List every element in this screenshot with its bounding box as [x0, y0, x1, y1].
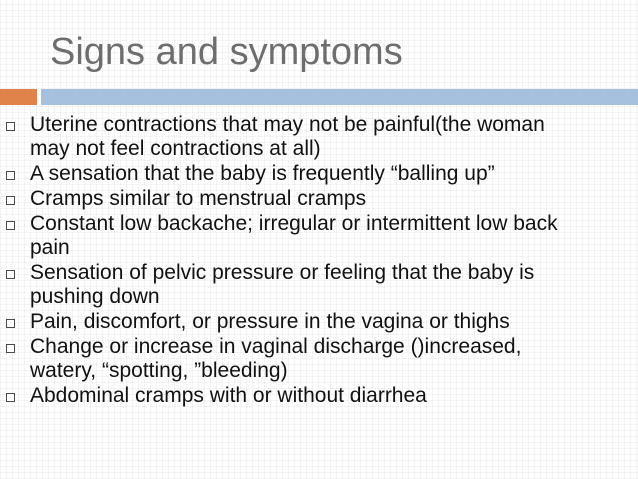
square-bullet-icon — [6, 270, 15, 279]
bullet-item-backache — [0, 212, 638, 260]
bullet-line: Uterine contractions that may not be painful(the woman — [30, 113, 545, 136]
bullet-line: A sensation that the baby is frequently “balling up” — [30, 162, 495, 185]
square-bullet-icon — [6, 196, 15, 205]
bullet-line: Change or increase in vaginal discharge ()increased, — [30, 335, 522, 358]
bullet-item-discharge — [0, 335, 638, 383]
bullet-list — [0, 113, 638, 409]
bullet-item-abdominal-cramps — [0, 384, 638, 408]
bullet-item-balling-up — [0, 162, 638, 186]
bullet-item-pelvic-pressure — [0, 261, 638, 309]
bullet-line: may not feel contractions at all) — [30, 137, 321, 160]
bullet-item-cramps — [0, 187, 638, 211]
bullet-line: watery, “spotting, ”bleeding) — [30, 359, 288, 382]
bullet-line: Constant low backache; irregular or intermittent low back — [30, 212, 558, 235]
bullet-line: pain — [30, 236, 70, 259]
bullet-item-vaginal-pain — [0, 310, 638, 334]
square-bullet-icon — [6, 122, 15, 131]
accent-bar-blue — [41, 89, 638, 105]
bullet-line: Abdominal cramps with or without diarrhea — [30, 384, 427, 407]
square-bullet-icon — [6, 171, 15, 180]
bullet-line: Cramps similar to menstrual cramps — [30, 187, 367, 210]
bullet-line: Sensation of pelvic pressure or feeling that the baby is — [30, 261, 535, 284]
slide-title: Signs and symptoms — [50, 31, 403, 73]
bullet-item-contractions — [0, 113, 638, 161]
square-bullet-icon — [6, 344, 15, 353]
square-bullet-icon — [6, 393, 15, 402]
square-bullet-icon — [6, 221, 15, 230]
bullet-line: pushing down — [30, 285, 160, 308]
accent-bar-orange — [0, 89, 37, 105]
square-bullet-icon — [6, 319, 15, 328]
bullet-line: Pain, discomfort, or pressure in the vagina or thighs — [30, 310, 510, 333]
